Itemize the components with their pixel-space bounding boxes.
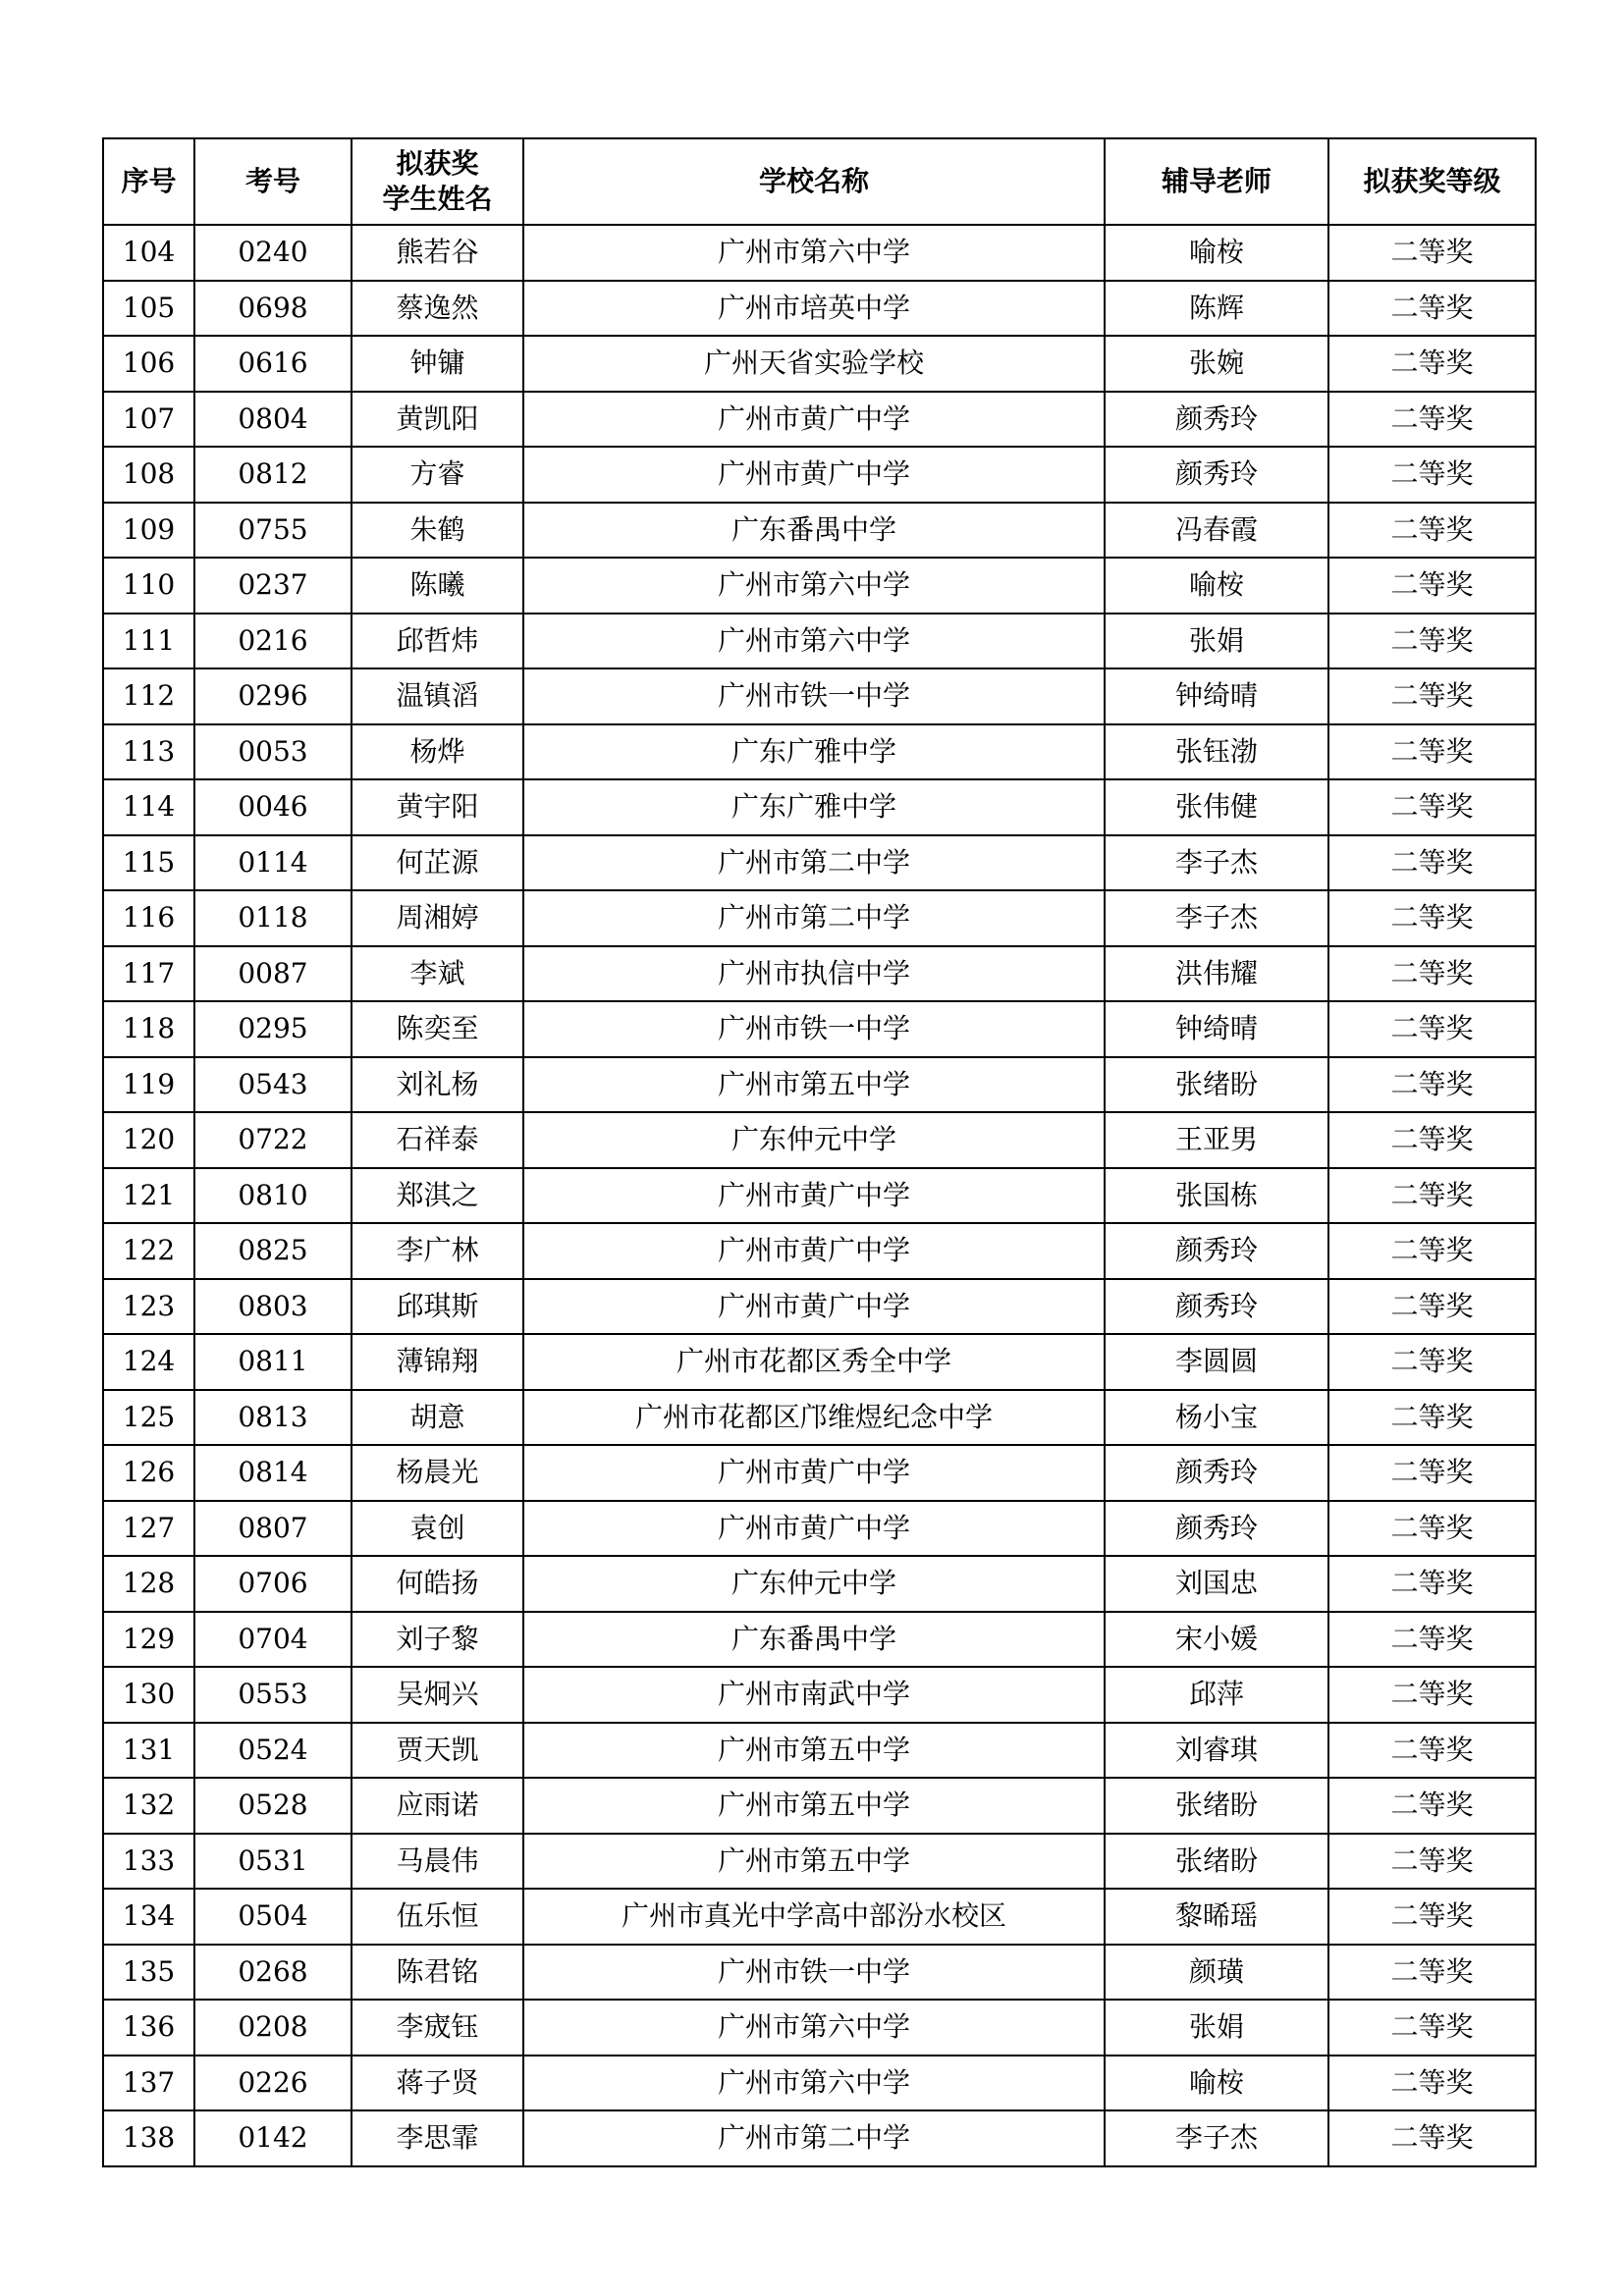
cell-award-level: 二等奖 <box>1328 1945 1536 2001</box>
cell-exam-no: 0543 <box>194 1057 352 1113</box>
cell-award-level: 二等奖 <box>1328 1723 1536 1779</box>
header-student-name-line2: 学生姓名 <box>382 183 493 215</box>
cell-award-level: 二等奖 <box>1328 281 1536 337</box>
table-row <box>103 1667 1536 1723</box>
cell-school: 广东广雅中学 <box>523 779 1105 835</box>
table-row <box>103 336 1536 392</box>
cell-exam-no: 0814 <box>194 1445 352 1501</box>
cell-school: 广州市黄广中学 <box>523 1223 1105 1279</box>
table-row <box>103 1612 1536 1668</box>
cell-school: 广州市黄广中学 <box>523 1501 1105 1557</box>
cell-seq: 118 <box>103 1001 194 1057</box>
cell-teacher: 钟绮晴 <box>1105 668 1328 724</box>
award-list-table <box>102 137 1537 2167</box>
cell-school: 广州市铁一中学 <box>523 1001 1105 1057</box>
cell-exam-no: 0706 <box>194 1556 352 1612</box>
table-row <box>103 1334 1536 1390</box>
cell-teacher: 邱萍 <box>1105 1667 1328 1723</box>
cell-exam-no: 0528 <box>194 1778 352 1834</box>
cell-award-level: 二等奖 <box>1328 1057 1536 1113</box>
cell-teacher: 颜秀玲 <box>1105 1223 1328 1279</box>
cell-award-level: 二等奖 <box>1328 1390 1536 1446</box>
cell-student-name: 石祥泰 <box>352 1112 523 1168</box>
cell-teacher: 张绪盼 <box>1105 1057 1328 1113</box>
table-row <box>103 1390 1536 1446</box>
cell-exam-no: 0216 <box>194 614 352 669</box>
cell-seq: 114 <box>103 779 194 835</box>
cell-seq: 126 <box>103 1445 194 1501</box>
header-seq: 序号 <box>103 138 194 225</box>
cell-seq: 131 <box>103 1723 194 1779</box>
cell-school: 广州市铁一中学 <box>523 668 1105 724</box>
cell-teacher: 李圆圆 <box>1105 1334 1328 1390</box>
cell-exam-no: 0268 <box>194 1945 352 2001</box>
cell-seq: 121 <box>103 1168 194 1224</box>
cell-seq: 109 <box>103 503 194 559</box>
table-row <box>103 614 1536 669</box>
table-row <box>103 1501 1536 1557</box>
cell-award-level: 二等奖 <box>1328 1334 1536 1390</box>
cell-teacher: 宋小媛 <box>1105 1612 1328 1668</box>
cell-seq: 123 <box>103 1279 194 1335</box>
cell-teacher: 张伟健 <box>1105 779 1328 835</box>
cell-exam-no: 0616 <box>194 336 352 392</box>
cell-exam-no: 0053 <box>194 724 352 780</box>
cell-award-level: 二等奖 <box>1328 2110 1536 2166</box>
cell-award-level: 二等奖 <box>1328 1501 1536 1557</box>
cell-teacher: 张娟 <box>1105 614 1328 669</box>
cell-award-level: 二等奖 <box>1328 724 1536 780</box>
cell-exam-no: 0804 <box>194 392 352 448</box>
cell-award-level: 二等奖 <box>1328 558 1536 614</box>
cell-award-level: 二等奖 <box>1328 1112 1536 1168</box>
table-row <box>103 2110 1536 2166</box>
table-row <box>103 1279 1536 1335</box>
cell-seq: 107 <box>103 392 194 448</box>
cell-school: 广州市南武中学 <box>523 1667 1105 1723</box>
cell-student-name: 应雨诺 <box>352 1778 523 1834</box>
cell-teacher: 张婉 <box>1105 336 1328 392</box>
cell-teacher: 张绪盼 <box>1105 1778 1328 1834</box>
cell-school: 广州市花都区秀全中学 <box>523 1334 1105 1390</box>
cell-student-name: 邱琪斯 <box>352 1279 523 1335</box>
cell-seq: 106 <box>103 336 194 392</box>
cell-teacher: 杨小宝 <box>1105 1390 1328 1446</box>
cell-teacher: 陈辉 <box>1105 281 1328 337</box>
cell-school: 广州市第五中学 <box>523 1057 1105 1113</box>
cell-award-level: 二等奖 <box>1328 890 1536 946</box>
cell-award-level: 二等奖 <box>1328 668 1536 724</box>
cell-school: 广州市第六中学 <box>523 614 1105 669</box>
cell-school: 广州市黄广中学 <box>523 1445 1105 1501</box>
cell-school: 广州市第二中学 <box>523 2110 1105 2166</box>
cell-teacher: 王亚男 <box>1105 1112 1328 1168</box>
cell-teacher: 颜璜 <box>1105 1945 1328 2001</box>
cell-seq: 137 <box>103 2056 194 2111</box>
cell-seq: 120 <box>103 1112 194 1168</box>
cell-award-level: 二等奖 <box>1328 1667 1536 1723</box>
cell-award-level: 二等奖 <box>1328 1612 1536 1668</box>
cell-exam-no: 0553 <box>194 1667 352 1723</box>
cell-student-name: 黄宇阳 <box>352 779 523 835</box>
table-header-row <box>103 138 1536 225</box>
cell-exam-no: 0811 <box>194 1334 352 1390</box>
cell-school: 广州市第六中学 <box>523 2000 1105 2056</box>
cell-award-level: 二等奖 <box>1328 835 1536 891</box>
cell-student-name: 蒋子贤 <box>352 2056 523 2111</box>
cell-student-name: 蔡逸然 <box>352 281 523 337</box>
cell-teacher: 刘国忠 <box>1105 1556 1328 1612</box>
cell-student-name: 何芷源 <box>352 835 523 891</box>
table-row <box>103 1112 1536 1168</box>
cell-student-name: 李广林 <box>352 1223 523 1279</box>
cell-student-name: 刘礼杨 <box>352 1057 523 1113</box>
header-teacher: 辅导老师 <box>1105 138 1328 225</box>
cell-exam-no: 0807 <box>194 1501 352 1557</box>
cell-student-name: 熊若谷 <box>352 225 523 281</box>
cell-exam-no: 0142 <box>194 2110 352 2166</box>
cell-exam-no: 0813 <box>194 1390 352 1446</box>
table-row <box>103 668 1536 724</box>
table-row <box>103 281 1536 337</box>
cell-award-level: 二等奖 <box>1328 2056 1536 2111</box>
cell-seq: 134 <box>103 1889 194 1945</box>
cell-student-name: 李宬钰 <box>352 2000 523 2056</box>
header-award-level: 拟获奖等级 <box>1328 138 1536 225</box>
cell-award-level: 二等奖 <box>1328 946 1536 1002</box>
cell-school: 广州市铁一中学 <box>523 1945 1105 2001</box>
cell-teacher: 颜秀玲 <box>1105 392 1328 448</box>
header-exam-no: 考号 <box>194 138 352 225</box>
table-row <box>103 1723 1536 1779</box>
cell-award-level: 二等奖 <box>1328 392 1536 448</box>
header-student-name-line1: 拟获奖 <box>396 147 479 180</box>
cell-exam-no: 0810 <box>194 1168 352 1224</box>
table-row <box>103 1556 1536 1612</box>
cell-seq: 127 <box>103 1501 194 1557</box>
cell-seq: 104 <box>103 225 194 281</box>
cell-school: 广州市黄广中学 <box>523 1279 1105 1335</box>
cell-teacher: 张钰渤 <box>1105 724 1328 780</box>
cell-school: 广州市黄广中学 <box>523 392 1105 448</box>
cell-student-name: 朱鹤 <box>352 503 523 559</box>
cell-school: 广州市黄广中学 <box>523 447 1105 503</box>
cell-teacher: 钟绮晴 <box>1105 1001 1328 1057</box>
cell-seq: 111 <box>103 614 194 669</box>
cell-award-level: 二等奖 <box>1328 1834 1536 1890</box>
cell-school: 广州市第六中学 <box>523 558 1105 614</box>
cell-student-name: 杨晨光 <box>352 1445 523 1501</box>
table-row <box>103 225 1536 281</box>
cell-seq: 115 <box>103 835 194 891</box>
cell-award-level: 二等奖 <box>1328 779 1536 835</box>
cell-exam-no: 0698 <box>194 281 352 337</box>
cell-seq: 132 <box>103 1778 194 1834</box>
table-row <box>103 1445 1536 1501</box>
cell-teacher: 颜秀玲 <box>1105 1501 1328 1557</box>
cell-seq: 138 <box>103 2110 194 2166</box>
table-row <box>103 1223 1536 1279</box>
table-row <box>103 1001 1536 1057</box>
cell-teacher: 冯春霞 <box>1105 503 1328 559</box>
cell-teacher: 颜秀玲 <box>1105 1445 1328 1501</box>
cell-student-name: 钟镛 <box>352 336 523 392</box>
cell-school: 广州市真光中学高中部汾水校区 <box>523 1889 1105 1945</box>
cell-teacher: 张娟 <box>1105 2000 1328 2056</box>
cell-award-level: 二等奖 <box>1328 1556 1536 1612</box>
table-body <box>103 225 1536 2166</box>
cell-award-level: 二等奖 <box>1328 1445 1536 1501</box>
cell-student-name: 何皓扬 <box>352 1556 523 1612</box>
table-row <box>103 447 1536 503</box>
cell-teacher: 颜秀玲 <box>1105 447 1328 503</box>
cell-exam-no: 0296 <box>194 668 352 724</box>
header-student-name <box>352 138 523 225</box>
cell-school: 广州市黄广中学 <box>523 1168 1105 1224</box>
cell-seq: 122 <box>103 1223 194 1279</box>
cell-school: 广州市第五中学 <box>523 1834 1105 1890</box>
cell-student-name: 陈奕至 <box>352 1001 523 1057</box>
cell-seq: 108 <box>103 447 194 503</box>
table-row <box>103 946 1536 1002</box>
cell-exam-no: 0240 <box>194 225 352 281</box>
cell-student-name: 方睿 <box>352 447 523 503</box>
cell-teacher: 张绪盼 <box>1105 1834 1328 1890</box>
cell-exam-no: 0812 <box>194 447 352 503</box>
cell-teacher: 喻桉 <box>1105 558 1328 614</box>
table-row <box>103 779 1536 835</box>
cell-teacher: 李子杰 <box>1105 890 1328 946</box>
cell-student-name: 杨烨 <box>352 724 523 780</box>
table-row <box>103 2056 1536 2111</box>
table-row <box>103 1057 1536 1113</box>
table-row <box>103 1834 1536 1890</box>
table-row <box>103 392 1536 448</box>
cell-exam-no: 0531 <box>194 1834 352 1890</box>
cell-award-level: 二等奖 <box>1328 1889 1536 1945</box>
cell-student-name: 吴炯兴 <box>352 1667 523 1723</box>
header-school: 学校名称 <box>523 138 1105 225</box>
cell-student-name: 袁创 <box>352 1501 523 1557</box>
cell-seq: 128 <box>103 1556 194 1612</box>
cell-school: 广州市第六中学 <box>523 2056 1105 2111</box>
cell-school: 广州天省实验学校 <box>523 336 1105 392</box>
cell-school: 广州市第六中学 <box>523 225 1105 281</box>
cell-seq: 129 <box>103 1612 194 1668</box>
cell-exam-no: 0704 <box>194 1612 352 1668</box>
cell-school: 广州市第二中学 <box>523 835 1105 891</box>
cell-award-level: 二等奖 <box>1328 1279 1536 1335</box>
cell-student-name: 陈曦 <box>352 558 523 614</box>
cell-student-name: 黄凯阳 <box>352 392 523 448</box>
cell-award-level: 二等奖 <box>1328 1778 1536 1834</box>
cell-student-name: 胡意 <box>352 1390 523 1446</box>
cell-award-level: 二等奖 <box>1328 336 1536 392</box>
cell-teacher: 李子杰 <box>1105 2110 1328 2166</box>
cell-school: 广州市花都区邝维煜纪念中学 <box>523 1390 1105 1446</box>
cell-award-level: 二等奖 <box>1328 503 1536 559</box>
cell-teacher: 颜秀玲 <box>1105 1279 1328 1335</box>
cell-award-level: 二等奖 <box>1328 447 1536 503</box>
cell-exam-no: 0226 <box>194 2056 352 2111</box>
cell-award-level: 二等奖 <box>1328 1168 1536 1224</box>
cell-student-name: 马晨伟 <box>352 1834 523 1890</box>
cell-exam-no: 0208 <box>194 2000 352 2056</box>
cell-seq: 135 <box>103 1945 194 2001</box>
table-row <box>103 2000 1536 2056</box>
table-row <box>103 835 1536 891</box>
cell-student-name: 伍乐恒 <box>352 1889 523 1945</box>
cell-exam-no: 0825 <box>194 1223 352 1279</box>
cell-exam-no: 0524 <box>194 1723 352 1779</box>
table-row <box>103 1945 1536 2001</box>
cell-school: 广州市第五中学 <box>523 1778 1105 1834</box>
cell-exam-no: 0803 <box>194 1279 352 1335</box>
cell-seq: 125 <box>103 1390 194 1446</box>
cell-school: 广东仲元中学 <box>523 1556 1105 1612</box>
cell-exam-no: 0087 <box>194 946 352 1002</box>
table-row <box>103 1889 1536 1945</box>
cell-teacher: 洪伟耀 <box>1105 946 1328 1002</box>
cell-school: 广州市第二中学 <box>523 890 1105 946</box>
cell-teacher: 黎晞瑶 <box>1105 1889 1328 1945</box>
cell-school: 广州市第五中学 <box>523 1723 1105 1779</box>
cell-teacher: 张国栋 <box>1105 1168 1328 1224</box>
cell-exam-no: 0755 <box>194 503 352 559</box>
table-row <box>103 890 1536 946</box>
cell-student-name: 李斌 <box>352 946 523 1002</box>
cell-award-level: 二等奖 <box>1328 1223 1536 1279</box>
cell-school: 广东仲元中学 <box>523 1112 1105 1168</box>
cell-student-name: 贾天凯 <box>352 1723 523 1779</box>
cell-seq: 130 <box>103 1667 194 1723</box>
table-row <box>103 558 1536 614</box>
table-row <box>103 1168 1536 1224</box>
cell-school: 广州市执信中学 <box>523 946 1105 1002</box>
cell-student-name: 郑淇之 <box>352 1168 523 1224</box>
cell-school: 广东番禺中学 <box>523 1612 1105 1668</box>
cell-seq: 110 <box>103 558 194 614</box>
cell-seq: 116 <box>103 890 194 946</box>
cell-award-level: 二等奖 <box>1328 2000 1536 2056</box>
table-row <box>103 724 1536 780</box>
cell-student-name: 周湘婷 <box>352 890 523 946</box>
table-row <box>103 1778 1536 1834</box>
cell-award-level: 二等奖 <box>1328 225 1536 281</box>
cell-exam-no: 0295 <box>194 1001 352 1057</box>
cell-award-level: 二等奖 <box>1328 614 1536 669</box>
cell-student-name: 温镇滔 <box>352 668 523 724</box>
cell-exam-no: 0504 <box>194 1889 352 1945</box>
cell-seq: 119 <box>103 1057 194 1113</box>
cell-school: 广州市培英中学 <box>523 281 1105 337</box>
cell-exam-no: 0046 <box>194 779 352 835</box>
cell-student-name: 李思霏 <box>352 2110 523 2166</box>
cell-exam-no: 0118 <box>194 890 352 946</box>
cell-seq: 105 <box>103 281 194 337</box>
cell-teacher: 李子杰 <box>1105 835 1328 891</box>
cell-student-name: 刘子黎 <box>352 1612 523 1668</box>
cell-teacher: 喻桉 <box>1105 225 1328 281</box>
cell-teacher: 刘睿琪 <box>1105 1723 1328 1779</box>
cell-school: 广东广雅中学 <box>523 724 1105 780</box>
cell-seq: 124 <box>103 1334 194 1390</box>
cell-exam-no: 0114 <box>194 835 352 891</box>
cell-exam-no: 0237 <box>194 558 352 614</box>
cell-seq: 117 <box>103 946 194 1002</box>
cell-student-name: 薄锦翔 <box>352 1334 523 1390</box>
cell-exam-no: 0722 <box>194 1112 352 1168</box>
cell-student-name: 陈君铭 <box>352 1945 523 2001</box>
cell-seq: 133 <box>103 1834 194 1890</box>
cell-seq: 113 <box>103 724 194 780</box>
cell-award-level: 二等奖 <box>1328 1001 1536 1057</box>
cell-seq: 112 <box>103 668 194 724</box>
cell-school: 广东番禺中学 <box>523 503 1105 559</box>
cell-teacher: 喻桉 <box>1105 2056 1328 2111</box>
cell-seq: 136 <box>103 2000 194 2056</box>
table-row <box>103 503 1536 559</box>
cell-student-name: 邱哲炜 <box>352 614 523 669</box>
